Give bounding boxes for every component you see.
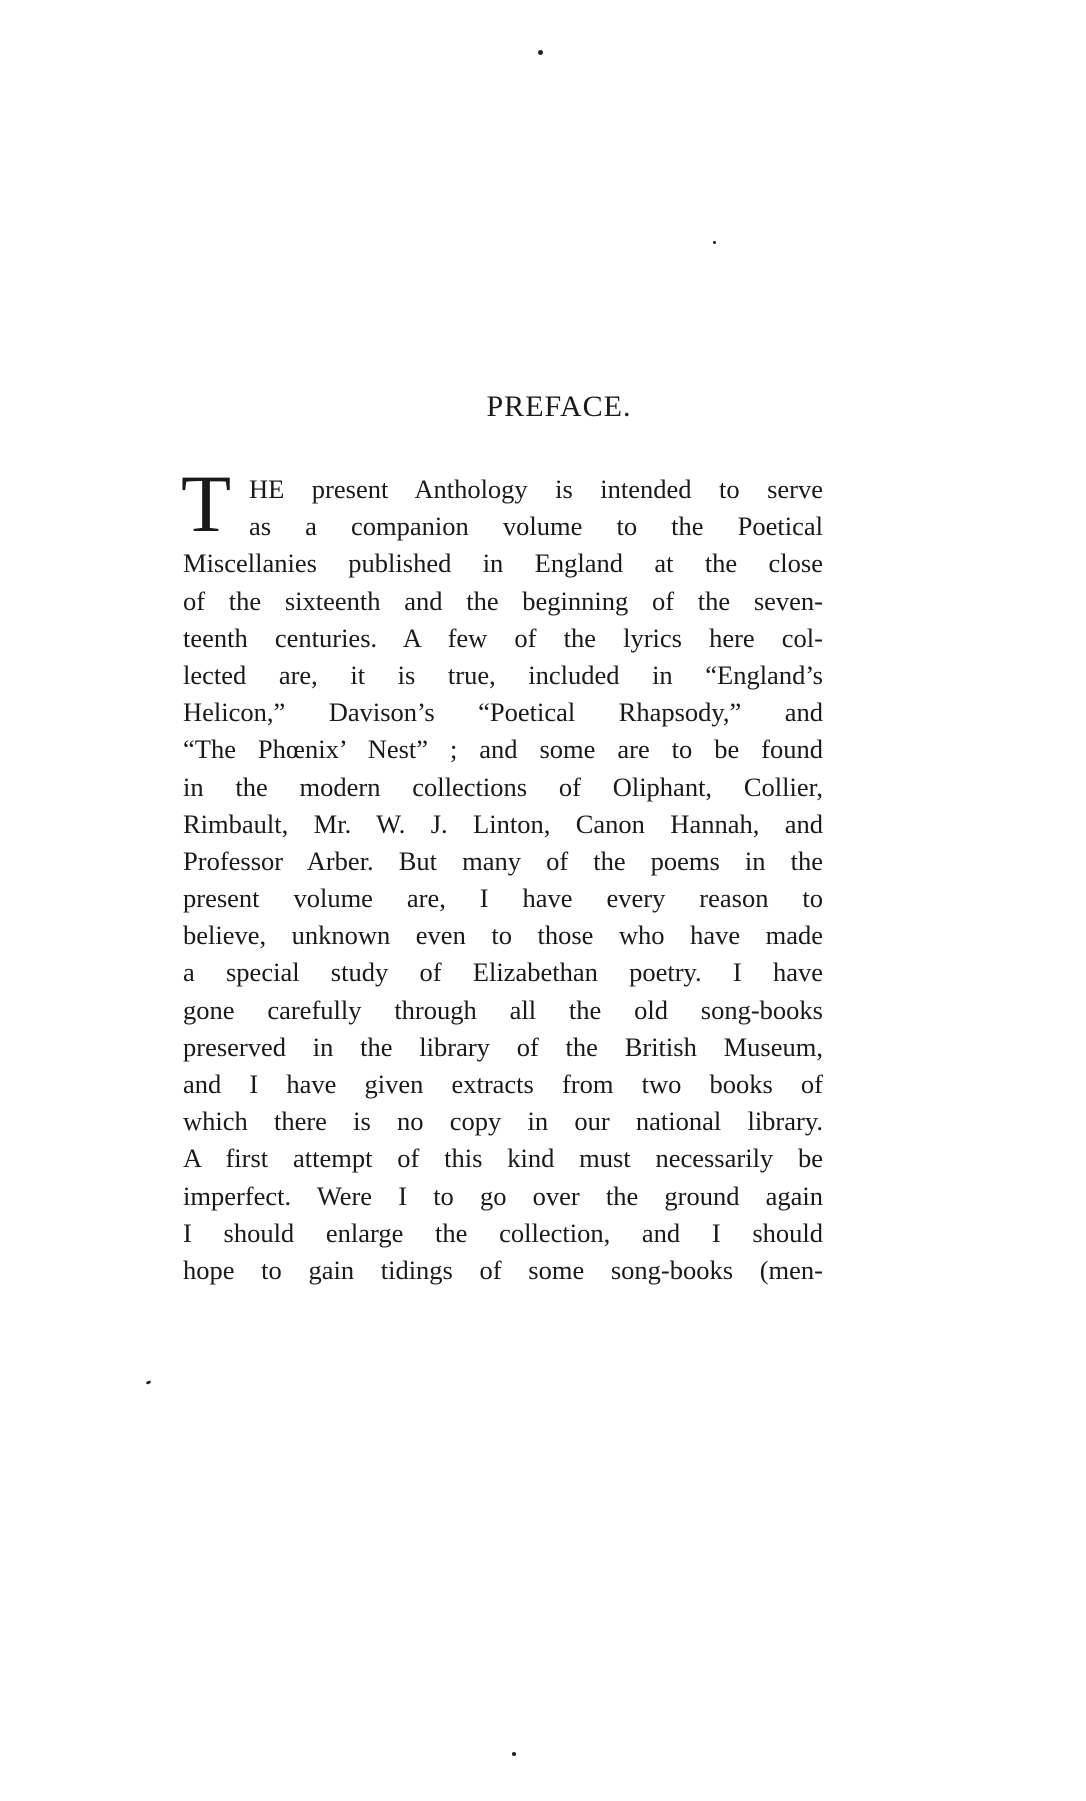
text-line: Rimbault, Mr. W. J. Linton, Canon Hannah, and: [183, 808, 823, 839]
drop-cap: T: [181, 458, 232, 549]
text-line: Miscellanies published in England at the close: [183, 548, 823, 579]
text-line: preserved in the library of the British Museum,: [183, 1031, 823, 1062]
preface-text: [181, 458, 823, 1289]
text-line: A first attempt of this kind must necessarily be: [183, 1143, 823, 1174]
text-line: Helicon,” Davison’s “Poetical Rhapsody,” and: [183, 697, 823, 728]
text-line: “The Phœnix’ Nest” ; and some are to be found: [183, 734, 823, 765]
text-line: of the sixteenth and the beginning of the seven-: [183, 585, 823, 616]
text-line: believe, unknown even to those who have made: [183, 920, 823, 951]
text-line: present volume are, I have every reason to: [183, 883, 823, 914]
scan-speck: [713, 241, 716, 244]
text-line: teenth centuries. A few of the lyrics here col-: [183, 622, 823, 653]
text-line: imperfect. Were I to go over the ground again: [183, 1180, 823, 1211]
opening-lines: [181, 458, 823, 549]
text-line: and I have given extracts from two books of: [183, 1069, 823, 1099]
text-line: which there is no copy in our national library.: [183, 1106, 823, 1137]
text-line: lected are, it is true, included in “England’s: [183, 659, 823, 690]
text-line: in the modern collections of Oliphant, Collier,: [183, 771, 823, 802]
text-line: a special study of Elizabethan poetry. I have: [183, 957, 823, 988]
text-line: Professor Arber. But many of the poems in the: [183, 845, 823, 876]
scan-speck: [512, 1752, 516, 1756]
page-title: PREFACE.: [486, 390, 632, 423]
text-line: as a companion volume to the Poetical: [249, 511, 823, 542]
text-line: gone carefully through all the old song-books: [183, 994, 823, 1025]
text-line: hope to gain tidings of some song-books (men-: [183, 1254, 823, 1285]
scan-speck: [146, 1380, 152, 1385]
text-line: HE present Anthology is intended to serve: [249, 474, 823, 504]
scan-speck: [538, 50, 543, 55]
text-line: I should enlarge the collection, and I should: [183, 1217, 823, 1248]
